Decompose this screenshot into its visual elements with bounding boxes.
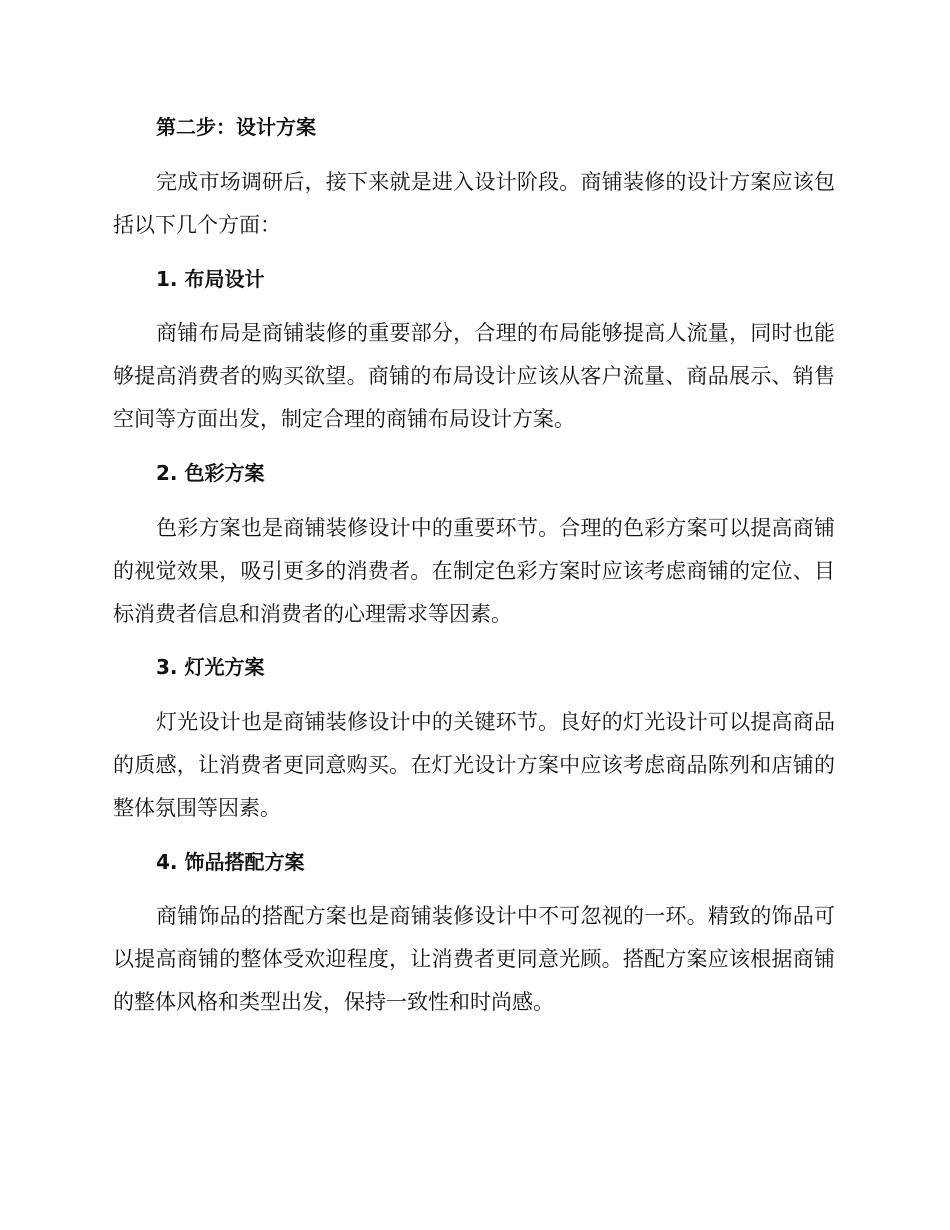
item-1-paragraph: 商铺布局是商铺装修的重要部分，合理的布局能够提高人流量，同时也能够提高消费者的购买欲望。商铺的布局设计应该从客户流量、商品展示、销售空间等方面出发，制定合理的商铺布局设计方案。 bbox=[113, 321, 835, 431]
item-2-heading: 2. 色彩方案 bbox=[156, 461, 265, 485]
intro-paragraph: 完成市场调研后，接下来就是进入设计阶段。商铺装修的设计方案应该包括以下几个方面： bbox=[113, 170, 835, 237]
item-4-heading: 4. 饰品搭配方案 bbox=[156, 850, 305, 874]
section-title: 第二步：设计方案 bbox=[156, 115, 316, 139]
item-3-heading: 3. 灯光方案 bbox=[156, 655, 265, 679]
item-1-heading: 1. 布局设计 bbox=[156, 267, 265, 291]
item-4-paragraph: 商铺饰品的搭配方案也是商铺装修设计中不可忽视的一环。精致的饰品可以提高商铺的整体受欢迎程度，让消费者更同意光顾。搭配方案应该根据商铺的整体风格和类型出发，保持一致性和时尚感。 bbox=[113, 904, 835, 1014]
item-3-paragraph: 灯光设计也是商铺装修设计中的关键环节。良好的灯光设计可以提高商品的质感，让消费者更同意购买。在灯光设计方案中应该考虑商品陈列和店铺的整体氛围等因素。 bbox=[113, 710, 835, 820]
item-2-paragraph: 色彩方案也是商铺装修设计中的重要环节。合理的色彩方案可以提高商铺的视觉效果，吸引更多的消费者。在制定色彩方案时应该考虑商铺的定位、目标消费者信息和消费者的心理需求等因素。 bbox=[113, 516, 835, 626]
